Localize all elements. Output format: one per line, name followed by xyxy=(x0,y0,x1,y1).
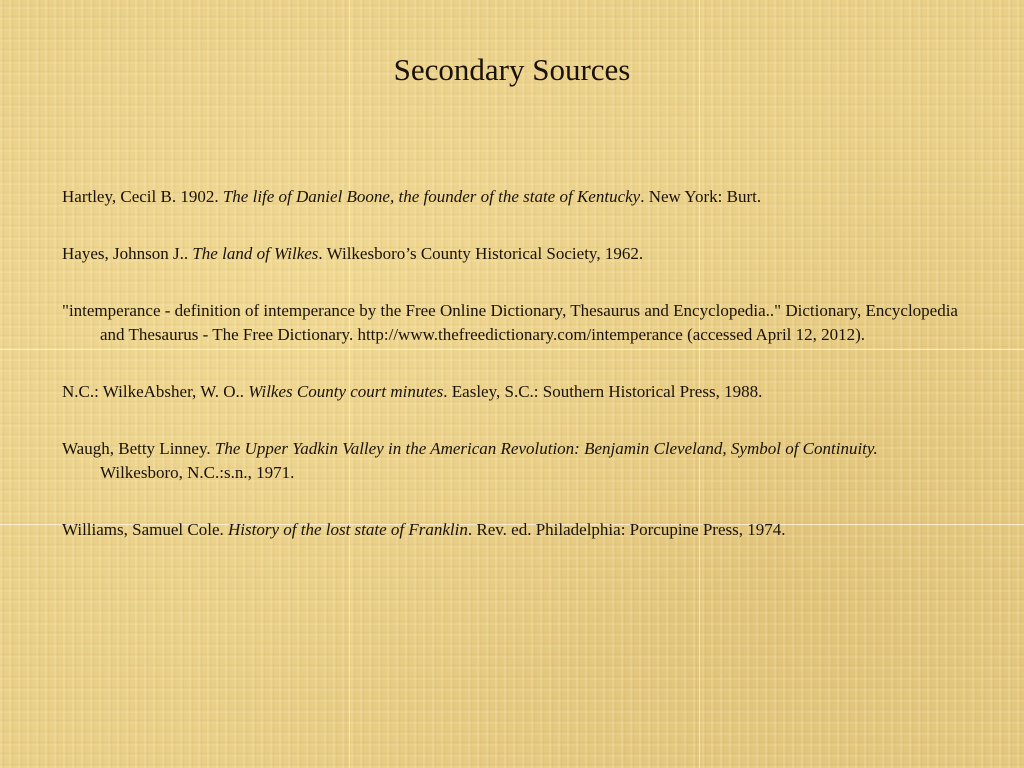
reference-title: History of the lost state of Franklin xyxy=(228,520,468,539)
reference-text: Hayes, Johnson J.. xyxy=(62,244,193,263)
reference-text: Hartley, Cecil B. 1902. xyxy=(62,187,223,206)
reference-text: N.C.: WilkeAbsher, W. O.. xyxy=(62,382,249,401)
reference-title: The life of Daniel Boone, the founder of the state of Kentucky xyxy=(222,187,641,206)
reference-title: The Upper Yadkin Valley in the American Revolution: Benjamin Cleveland, Symbol of Continuity. xyxy=(214,439,878,458)
reference-title: The land of Wilkes xyxy=(192,244,319,263)
reference-publisher: . Easley, S.C.: Southern Historical Press, 1988. xyxy=(443,382,763,401)
reference-item xyxy=(62,518,962,542)
slide-title: Secondary Sources xyxy=(393,52,631,87)
reference-item xyxy=(62,242,962,266)
reference-list xyxy=(62,185,962,575)
reference-publisher: . Rev. ed. Philadelphia: Porcupine Press, 1974. xyxy=(467,520,786,539)
reference-publisher: Wilkesboro, N.C.:s.n., 1971. xyxy=(100,463,295,482)
reference-item xyxy=(62,437,962,485)
reference-text: Waugh, Betty Linney. xyxy=(62,439,215,458)
reference-publisher: . Wilkesboro’s County Historical Society, 1962. xyxy=(318,244,644,263)
reference-title: Wilkes County court minutes xyxy=(248,382,444,401)
reference-item xyxy=(62,299,962,347)
reference-text: Williams, Samuel Cole. xyxy=(62,520,228,539)
reference-text: "intemperance - definition of intemperance by the Free Online Dictionary, Thesaurus and Encyclopedia.." Dictionary, Encyclopedia and Thesaurus - The Free Dictionary. http://www.thefreedictionary.com/intemperance (accessed April 12, 2012). xyxy=(62,301,958,344)
reference-publisher: . New York: Burt. xyxy=(640,187,762,206)
reference-item xyxy=(62,185,962,209)
reference-item xyxy=(62,380,962,404)
